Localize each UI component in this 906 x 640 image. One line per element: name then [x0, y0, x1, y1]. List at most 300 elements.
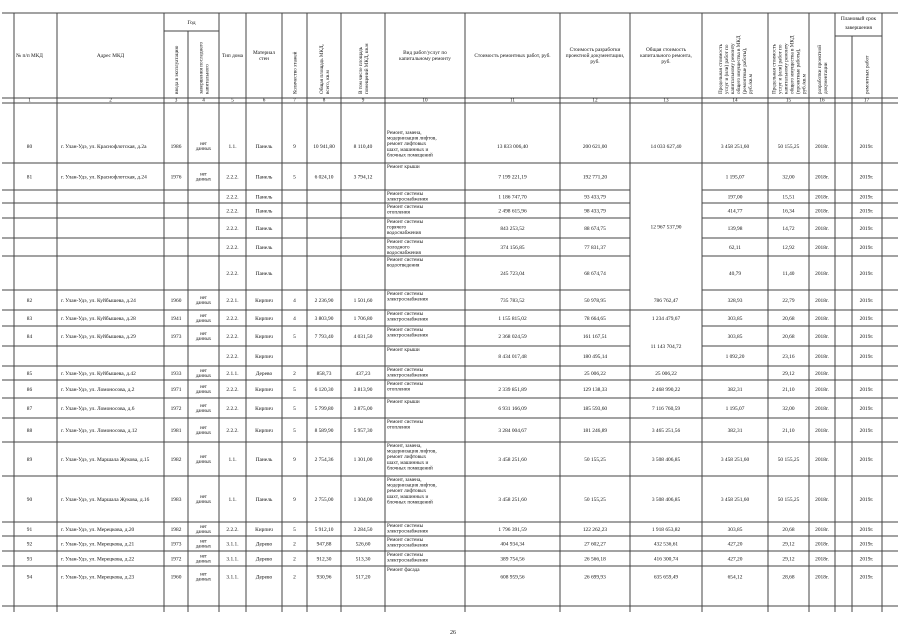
column-number: 8 [322, 97, 326, 104]
work-type-text: Ремонт фасада [387, 567, 420, 573]
cell-type: 1.1. [228, 497, 237, 503]
cell-lim2: 20,68 [782, 334, 795, 340]
header-project-cost: проектной документации, [565, 53, 625, 59]
cell-type: 1.1. [228, 457, 237, 463]
address-text: г. Улан-Удэ, ул. Маршала Жукова, д.16 [61, 497, 150, 503]
cell-lim1: 3 458 251,60 [720, 144, 750, 150]
cell-area: 5 799,80 [314, 406, 334, 412]
cell-mat: Кирпич [255, 334, 273, 340]
cell-y16: 2018г. [815, 334, 829, 340]
cell-y16: 2018г. [815, 245, 829, 251]
cell-y17: 2019г. [859, 457, 874, 463]
work-type-text: отопления [387, 209, 410, 216]
cell-cost: 374 156,85 [500, 245, 525, 251]
column-number: 10 [422, 97, 428, 104]
cell-cost: 2 339 851,89 [498, 387, 527, 393]
cell-n: 82 [26, 298, 33, 304]
cell-fl: 4 [293, 316, 296, 322]
cell-proj: 68 674,74 [584, 271, 606, 277]
cell-y17: 2019г. [859, 271, 874, 277]
cell-proj: 129 138,33 [582, 387, 608, 393]
capital-year-text: нет [200, 172, 207, 178]
capital-year-text: данных [195, 544, 212, 550]
cell-area: 8 589,90 [314, 428, 334, 434]
cell-lim1: 197,00 [727, 194, 743, 201]
work-type-text: холодного [387, 244, 410, 251]
address-text: г. Улан-Удэ, ул. Куйбышева, д.42 [61, 371, 136, 377]
cell-lim2: 50 155,25 [777, 457, 800, 463]
cell-total: 7 116 760,59 [651, 406, 681, 412]
capital-year-text: данных [195, 177, 212, 183]
column-number: 6 [262, 97, 266, 104]
cell-built: 1933 [170, 371, 182, 377]
header-limit-project: услуг и (или) работ по [777, 44, 784, 94]
work-type-text: блочных помещений [387, 499, 433, 506]
header-year-capital: капитального [204, 64, 211, 94]
cell-total: 3 508 406,85 [651, 497, 681, 503]
address-text: г. Улан-Удэ, ул. Мерецкова, д.22 [61, 556, 135, 563]
address-text: г. Улан-Удэ, ул. Куйбышева, д.28 [61, 316, 136, 322]
capital-year-text: данных [195, 559, 212, 565]
work-type-text: ремонт лифтовых [387, 454, 427, 461]
cell-y16: 2018г. [815, 406, 829, 412]
cell-cost: 7 199 221,19 [498, 174, 527, 181]
cell-type: 2.2.2. [226, 334, 239, 340]
cell-y17: 2019г. [859, 298, 874, 304]
header-plan-project: документации [823, 62, 829, 94]
work-type-text: электроснабжения [387, 332, 428, 339]
cell-lim2: 50 155,25 [777, 497, 800, 503]
cell-lim2: 21,10 [782, 428, 795, 434]
cell-proj: 26 699,93 [584, 574, 606, 581]
cell-total: 14 033 627,40 [650, 144, 682, 150]
work-type-text: Ремонт системы [387, 204, 424, 210]
address-text: г. Улан-Удэ, ул. Краснофлотская, д.24 [61, 174, 147, 181]
header-premises-area: помещений МКД, кв.м [364, 43, 370, 94]
header-total-area: Общая площадь МКД, [319, 44, 325, 94]
cell-cost: 8 434 017,48 [498, 354, 527, 360]
cell-cost: 13 833 006,40 [497, 144, 528, 150]
cell-fl: 5 [293, 387, 296, 393]
cell-area: 10 941,80 [313, 144, 335, 150]
cell-lim2: 32,00 [782, 406, 795, 412]
cell-mat: Панель [255, 226, 273, 232]
cell-y17: 2019г. [859, 428, 874, 434]
work-type-text: Ремонт системы [387, 257, 424, 263]
address-text: г. Улан-Удэ, ул. Краснофлотская, д.2а [61, 144, 147, 150]
capital-year-text: нет [200, 332, 207, 337]
cell-prem: 3 875,00 [353, 406, 373, 412]
cell-total: 786 762,47 [653, 298, 679, 304]
cell-area: 2 754,36 [314, 457, 334, 463]
capital-year-text: нет [200, 296, 207, 301]
column-number: 14 [732, 97, 738, 104]
cell-y16: 2018г. [815, 226, 829, 232]
cell-prem: 3 794,12 [353, 174, 373, 181]
header-limit-project: (проектные работы), [795, 48, 802, 94]
cell-prem: 1 501,60 [353, 298, 373, 304]
work-type-text: Ремонт системы [387, 311, 424, 317]
work-type-text: водоснабжения [387, 230, 421, 237]
header-premises-area: В том числе площадь [358, 46, 364, 94]
cell-cost: 245 723,04 [500, 271, 525, 277]
work-type-text: шахт, машинных и [387, 493, 429, 500]
cell-mat: Кирпич [255, 354, 273, 360]
capital-year-text: нет [200, 554, 207, 560]
work-type-text: электроснабжения [387, 528, 428, 535]
cell-proj: 98 433,79 [584, 208, 606, 215]
cell-y16: 2018г. [815, 428, 829, 434]
work-type-text: электроснабжения [387, 372, 428, 379]
header-limit-repair: Предельная стоимость [718, 43, 724, 94]
cell-type: 1.1. [228, 144, 237, 150]
cell-proj: 192 771,20 [582, 174, 608, 181]
cell-proj: 180 495,14 [582, 354, 608, 360]
capital-year-text: данных [195, 319, 212, 324]
header-year-capital: завершения последнего [198, 41, 205, 94]
cell-y16: 2018г. [815, 387, 829, 393]
work-type-text: отопления [387, 424, 410, 431]
cell-type: 3.1.1. [226, 541, 239, 548]
cell-lim2: 29,12 [782, 541, 795, 548]
cell-mat: Дерево [255, 371, 273, 377]
cell-lim1: 1 092,20 [725, 354, 745, 360]
work-type-text: Ремонт системы [387, 219, 424, 225]
cell-y17: 2019г. [859, 194, 874, 201]
cell-area: 6 120,30 [314, 387, 334, 393]
work-type-text: электроснабжения [387, 316, 428, 323]
cell-cost: 6 931 166,09 [498, 406, 527, 412]
cell-prem: 513,30 [355, 556, 371, 563]
header-repair-cost: Стоимость ремонтных работ, руб. [474, 53, 551, 59]
cell-type: 3.1.1. [226, 574, 239, 581]
header-project-cost: руб. [590, 59, 600, 66]
cell-y17: 2019г. [859, 245, 874, 251]
work-type-text: шахт, машинных и [387, 459, 429, 466]
cell-n: 84 [26, 334, 33, 340]
cell-built: 1972 [170, 406, 182, 412]
cell-y16: 2018г. [815, 574, 829, 581]
column-number: 17 [863, 97, 870, 104]
header-mkd-number: № п/п МКД [16, 53, 43, 59]
work-type-text: Ремонт системы [387, 291, 424, 297]
address-text: г. Улан-Удэ, ул. Ломоносова, д.12 [61, 428, 138, 434]
capital-year-text: нет [200, 426, 207, 431]
work-type-text: ремонт лифтовых [387, 488, 427, 495]
cell-lim2: 15,51 [782, 194, 795, 201]
header-address: Адрес МКД [96, 53, 125, 59]
cell-n: 90 [26, 497, 33, 503]
cell-fl: 2 [293, 541, 296, 548]
cell-y16: 2018г. [815, 527, 829, 533]
cell-lim2: 20,68 [782, 527, 795, 533]
cell-type: 2.2.2. [226, 208, 239, 215]
cell-total: 432 536,61 [653, 541, 679, 548]
capital-year-text: данных [195, 431, 212, 436]
cell-type: 2.2.1. [226, 298, 239, 304]
column-number: 1 [28, 97, 31, 104]
capital-year-text: нет [200, 385, 207, 390]
cell-mat: Панель [255, 144, 273, 150]
cell-y17: 2019г. [859, 497, 874, 503]
cell-prem: 1 304,00 [353, 497, 373, 503]
cell-y16: 2018г. [815, 316, 829, 322]
cell-built: 1973 [170, 541, 182, 548]
cell-mat: Кирпич [255, 527, 273, 533]
cell-y17: 2019г. [859, 174, 874, 181]
cell-built: 1986 [170, 144, 182, 150]
page-number: 26 [450, 630, 456, 636]
work-type-text: Ремонт системы [387, 419, 424, 425]
cell-cost: 1 796 391,59 [498, 527, 527, 533]
cell-n: 94 [26, 574, 33, 581]
cell-proj: 50 155,25 [584, 457, 606, 463]
capital-year-text: данных [195, 147, 212, 152]
cell-total: 1 234 479,67 [651, 316, 681, 322]
cell-lim1: 3 458 251,60 [720, 497, 750, 503]
work-type-text: Ремонт системы [387, 523, 424, 529]
cell-lim2: 50 155,25 [777, 144, 800, 150]
cell-proj: 122 262,23 [582, 527, 608, 533]
cell-built: 1982 [170, 527, 182, 533]
cell-n: 93 [26, 556, 33, 563]
capital-year-text: нет [200, 369, 207, 374]
cell-type: 2.2.2. [226, 271, 239, 277]
column-number: 2 [109, 97, 112, 104]
cell-lim1: 427,20 [727, 556, 743, 563]
cell-y17: 2019г. [859, 556, 874, 563]
header-limit-repair: общего имущества в МКД [736, 35, 742, 94]
cell-type: 2.2.2. [226, 387, 239, 393]
cell-n: 91 [26, 527, 33, 533]
total-cost-merged: 12 967 537,90 [650, 224, 682, 231]
header-plan-group: завершения [845, 25, 872, 31]
cell-mat: Панель [255, 245, 273, 251]
cell-lim2: 11,40 [782, 271, 795, 277]
cell-y17: 2019г. [859, 334, 874, 340]
cell-built: 1976 [170, 174, 182, 181]
cell-area: 7 793,40 [314, 334, 334, 340]
cell-y17: 2019г. [859, 208, 874, 215]
column-number: 7 [293, 97, 296, 104]
work-type-text: шахт, машинных и [387, 146, 429, 153]
cell-total: 25 006,22 [655, 371, 677, 377]
cell-prem: 4 031,50 [353, 334, 373, 340]
cell-area: 5 912,10 [314, 527, 334, 533]
work-type-text: электроснабжения [387, 296, 428, 303]
cell-fl: 2 [293, 371, 296, 377]
header-limit-project: капитальному ремонту [783, 43, 790, 94]
cell-fl: 9 [293, 497, 296, 503]
cell-total: 3 508 406,85 [651, 457, 681, 463]
header-floors: Количество этажей [292, 51, 299, 94]
cell-built: 1971 [170, 387, 182, 393]
work-type-text: горячего [387, 224, 407, 231]
cell-type: 2.2.2. [226, 226, 239, 232]
cell-fl: 2 [293, 556, 296, 563]
cell-lim2: 32,00 [782, 174, 795, 181]
cell-y17: 2019г. [859, 574, 874, 581]
work-type-text: модернизация лифтов, [387, 448, 437, 455]
cell-cost: 2 368 024,59 [498, 334, 527, 340]
cell-y17: 2019г. [859, 354, 874, 360]
header-wall-material: Материал [252, 49, 276, 56]
capital-year-text: нет [200, 525, 207, 530]
cell-y16: 2018г. [815, 541, 829, 548]
capital-year-text: данных [195, 301, 212, 306]
cell-n: 86 [26, 387, 33, 393]
cell-lim1: 303,85 [727, 527, 743, 533]
capital-year-text: нет [200, 539, 207, 545]
cell-lim1: 382,31 [727, 387, 743, 393]
cell-fl: 9 [293, 457, 296, 463]
cell-prem: 517,20 [355, 574, 371, 581]
address-text: г. Улан-Удэ, ул. Мерецкова, д.20 [61, 527, 135, 533]
cell-n: 88 [26, 428, 33, 434]
cell-y16: 2018г. [815, 497, 829, 503]
cell-n: 89 [26, 457, 33, 463]
cell-lim1: 654,12 [727, 574, 743, 581]
header-plan-group: Плановый срок [840, 16, 877, 22]
cell-area: 2 236,90 [314, 298, 334, 304]
cell-built: 1972 [170, 556, 182, 563]
cell-proj: 185 593,60 [582, 406, 608, 412]
cell-fl: 5 [293, 174, 296, 181]
cell-cost: 1 155 815,02 [498, 316, 527, 322]
work-type-text: электроснабжения [387, 196, 428, 203]
cell-y16: 2018г. [815, 371, 829, 377]
capital-year-text: нет [200, 455, 207, 460]
cell-type: 2.2.2. [226, 428, 239, 434]
address-text: г. Улан-Удэ, ул. Маршала Жукова, д.15 [61, 457, 150, 463]
cell-built: 1982 [170, 457, 182, 463]
work-type-text: Ремонт системы [387, 552, 424, 558]
cell-lim1: 427,20 [727, 541, 743, 548]
capital-year-text: данных [195, 409, 212, 414]
capital-year-text: нет [200, 495, 207, 500]
cell-type: 2.2.2. [226, 245, 239, 251]
cell-lim1: 414,77 [727, 208, 743, 215]
capital-year-text: нет [200, 404, 207, 409]
work-type-text: водоснабжения [387, 250, 421, 257]
header-work-type: Вид работ/услуг по [403, 49, 447, 56]
header-wall-material: стен [259, 56, 269, 63]
header-plan-project: разработки проектной [817, 44, 823, 94]
cell-area: 930,96 [316, 574, 332, 581]
header-house-type: Тип дома [221, 53, 244, 59]
cell-lim1: 62,11 [729, 245, 741, 251]
cell-built: 1941 [170, 316, 182, 322]
cell-y16: 2018г. [815, 298, 829, 304]
cell-cost: 2 498 615,96 [498, 208, 527, 215]
work-type-text: Ремонт крыши [387, 164, 420, 170]
header-limit-project: Предельная стоимость [771, 43, 778, 94]
header-total-cost: руб. [661, 59, 671, 66]
cell-y16: 2018г. [815, 354, 829, 360]
column-number: 15 [785, 97, 792, 104]
cell-lim2: 12,92 [782, 245, 795, 251]
cell-type: 2.2.2. [226, 406, 239, 412]
cell-mat: Дерево [255, 556, 273, 563]
cell-y16: 2018г. [815, 271, 829, 277]
cell-mat: Панель [255, 194, 273, 201]
cell-cost: 608 959,56 [500, 574, 525, 581]
capital-year-text: данных [195, 390, 212, 395]
work-type-text: Ремонт, замена, [387, 443, 422, 449]
cell-mat: Кирпич [255, 406, 273, 412]
cell-fl: 5 [293, 428, 296, 434]
cell-type: 2.2.2. [226, 194, 239, 201]
cell-n: 81 [26, 174, 33, 181]
cell-y16: 2018г. [815, 144, 829, 150]
cell-proj: 161 167,51 [582, 334, 608, 340]
work-type-text: модернизация лифтов, [387, 482, 437, 489]
header-year-group: Год [187, 20, 196, 26]
column-number: 12 [592, 97, 598, 104]
cell-total: 2 468 990,22 [651, 387, 681, 393]
cell-built: 1960 [170, 298, 182, 304]
cell-cost: 1 186 747,70 [498, 194, 527, 201]
cell-lim2: 29,12 [782, 371, 795, 377]
work-type-text: Ремонт крыши [387, 399, 420, 405]
cell-cost: 3 458 251,60 [498, 457, 527, 463]
cell-total: 635 659,49 [653, 574, 679, 581]
header-limit-project: руб./кв.м [801, 74, 808, 94]
work-type-text: Ремонт, замена, [387, 130, 422, 136]
cell-mat: Панель [255, 174, 273, 181]
cell-proj: 27 602,27 [584, 541, 606, 548]
address-text: г. Улан-Удэ, ул. Ломоносова, д.6 [61, 406, 135, 412]
cell-proj: 50 978,95 [584, 298, 606, 304]
cell-y17: 2019г. [859, 226, 874, 232]
cell-total: 3 465 251,56 [651, 428, 681, 434]
work-type-text: Ремонт крыши [387, 347, 420, 353]
cell-area: 3 803,90 [314, 316, 334, 322]
column-number: 4 [202, 97, 205, 104]
cell-lim1: 139,98 [727, 226, 743, 232]
cell-area: 6 024,10 [314, 174, 334, 181]
cell-prem: 3 284,50 [353, 527, 373, 533]
header-total-area: всего, кв.м [325, 70, 331, 94]
cell-lim2: 23,16 [782, 354, 795, 360]
cell-area: 2 755,00 [314, 497, 334, 503]
work-type-text: Ремонт системы [387, 191, 424, 197]
cell-prem: 1 706,80 [353, 316, 373, 322]
cell-n: 80 [26, 144, 33, 150]
address-text: г. Улан-Удэ, ул. Мерецкова, д.23 [61, 574, 135, 581]
cell-lim2: 22,79 [782, 298, 795, 304]
cell-n: 83 [26, 316, 33, 322]
column-number: 13 [663, 97, 669, 104]
cell-total: 1 918 653,82 [651, 527, 681, 533]
cell-type: 2.2.2. [226, 174, 239, 181]
cell-lim1: 328,93 [727, 298, 743, 304]
cell-mat: Панель [255, 208, 273, 215]
cell-lim2: 16,34 [782, 208, 795, 215]
cell-lim2: 21,10 [782, 387, 795, 393]
cell-mat: Кирпич [255, 428, 273, 434]
cell-y17: 2019г. [859, 406, 874, 412]
cell-y17: 2019г. [859, 387, 874, 393]
cell-mat: Панель [255, 457, 273, 463]
cell-prem: 5 957,30 [353, 428, 373, 434]
work-type-text: водоотведения [387, 262, 420, 269]
cell-type: 2.1.1. [226, 371, 239, 377]
header-limit-repair: руб./кв.м [748, 74, 754, 94]
cell-y17: 2019г. [859, 144, 874, 150]
cell-proj: 26 566,18 [584, 556, 606, 563]
cell-mat: Кирпич [255, 298, 273, 304]
